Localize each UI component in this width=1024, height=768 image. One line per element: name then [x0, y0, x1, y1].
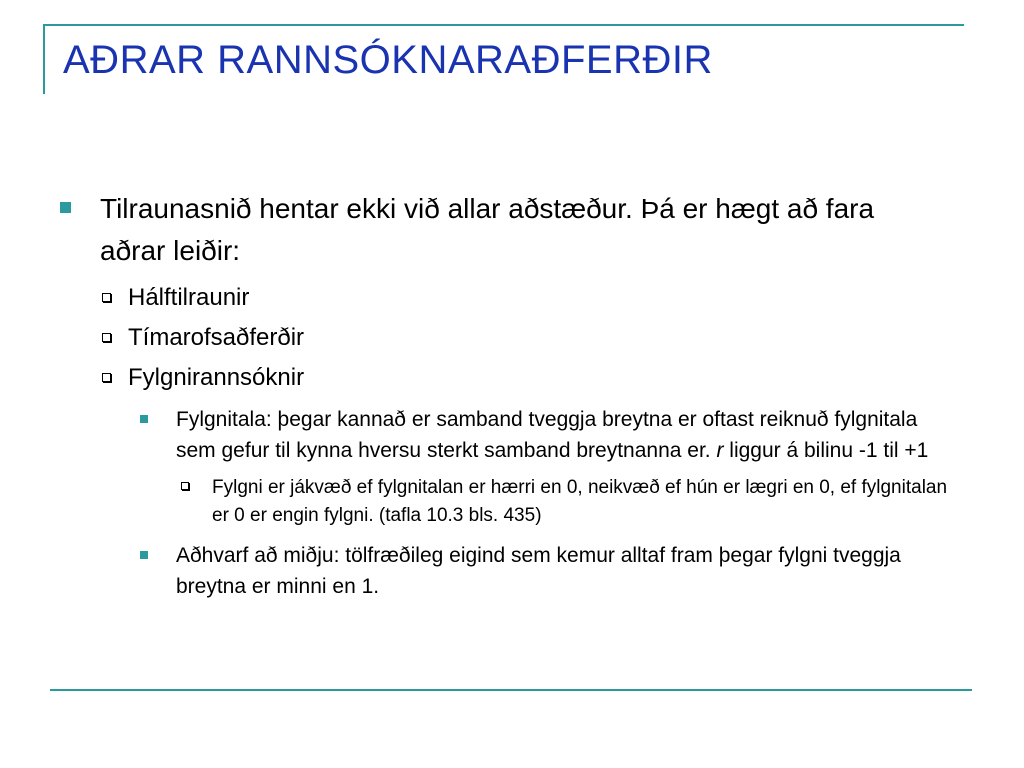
bullet-level2	[102, 322, 960, 354]
bullet-level3	[140, 540, 960, 602]
bullet-text: Fylgnirannsóknir	[128, 364, 305, 391]
slide-title: AÐRAR RANNSÓKNARAÐFERÐIR	[63, 38, 713, 82]
bullet-level4	[181, 474, 960, 530]
bullet-list	[60, 188, 960, 602]
title-left-rule	[43, 24, 45, 94]
bullet-text: Aðhvarf að miðju: tölfræðileg eigind sem kemur alltaf fram þegar fylgni tveggja breytna er minni en 1.	[176, 544, 901, 598]
bullet-level3	[140, 404, 960, 466]
footer-rule	[50, 689, 972, 691]
correlation-symbol: r	[716, 439, 724, 462]
bullet-text: Fylgni er jákvæð ef fylgnitalan er hærri en 0, neikvæð ef hún er lægri en 0, ef fylgnitalan er 0 er engin fylgni. (tafla 10.3 bls. 435)	[212, 477, 948, 526]
hollow-square-bullet-icon	[181, 482, 189, 490]
bullet-text: Tímarofsaðferðir	[128, 324, 305, 351]
hollow-square-bullet-icon	[102, 373, 111, 382]
hollow-square-bullet-icon	[102, 333, 111, 342]
bullet-level2	[102, 362, 960, 394]
hollow-square-bullet-icon	[102, 293, 111, 302]
title-top-rule	[43, 24, 964, 26]
bullet-text	[176, 404, 960, 466]
bullet-text-tail: liggur á bilinu -1 til +1	[723, 439, 929, 462]
filled-square-bullet-icon	[60, 202, 71, 213]
bullet-level1	[60, 188, 960, 272]
filled-square-bullet-icon	[140, 415, 148, 423]
bullet-level2	[102, 282, 960, 314]
bullet-text: Tilraunasnið hentar ekki við allar aðstæður. Þá er hægt að fara aðrar leiðir:	[100, 193, 875, 266]
bullet-text-main: Fylgnitala: þegar kannað er samband tveggja breytna er oftast reiknuð fylgnitala sem gefur til kynna hversu sterkt samband breytnanna er.	[176, 408, 918, 462]
bullet-text: Hálftilraunir	[128, 284, 250, 311]
filled-square-bullet-icon	[140, 551, 148, 559]
